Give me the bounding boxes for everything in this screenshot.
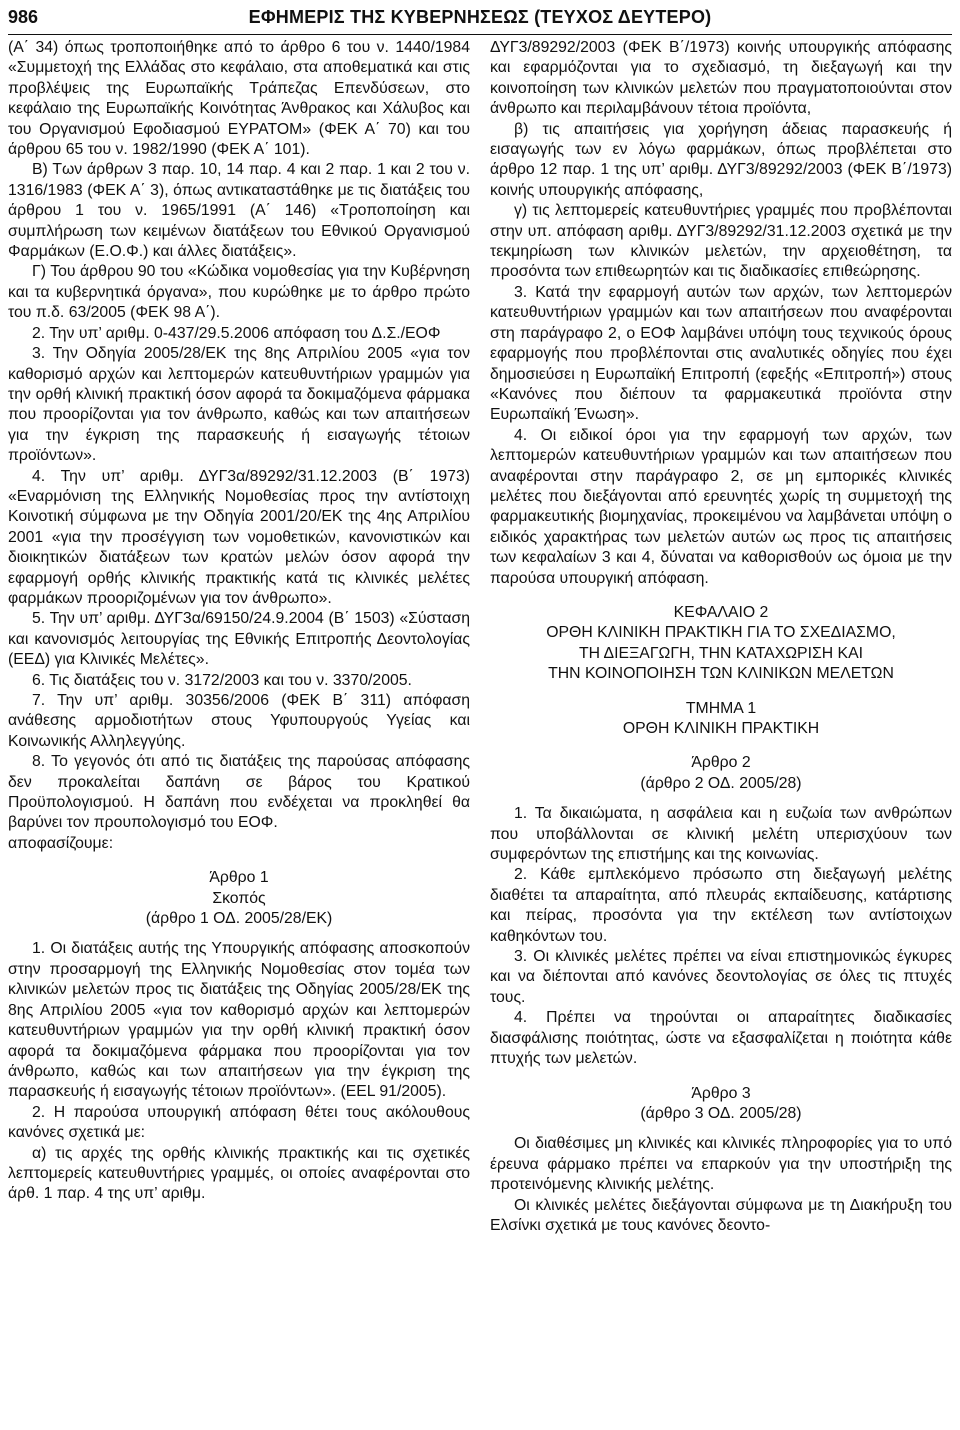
chapter-title-line: ΤΗ ΔΙΕΞΑΓΩΓΗ, ΤΗΝ ΚΑΤΑΧΩΡΙΣΗ ΚΑΙ xyxy=(578,644,864,662)
paragraph: 1. Οι διατάξεις αυτής της Υπουργικής απόφασης αποσκοπούν στην προσαρμογή της Ελληνικής Νομοθεσίας στον τομέα των κλινικών μελετών προς τις διατάξεις της Οδηγίας 2005/28/ΕΚ της 8ης Απριλίου 2005 «για τον καθορισμό αρχών και λεπτομερών κατευθυντήριων γραμμών για την ορθή κλινική πρακτική όσον αφορά τα δοκιμαζόμενα φάρμακα που προορίζονται για τον άνθρωπο, καθώς και των απαιτήσεων για την έγκριση της παρασκευής ή εισαγωγής τέτοιων προϊόντων». (EEL 91/2005). xyxy=(8,940,470,1101)
paragraph: 6. Τις διατάξεις του ν. 3172/2003 και του ν. 3370/2005. xyxy=(32,671,412,689)
paragraph: 3. Την Οδηγία 2005/28/ΕΚ της 8ης Απριλίου 2005 «για τον καθορισμό αρχών και λεπτομερών κατευθυντήριων γραμμών για την ορθή κλινική πρακτική όσον αφορά τα δοκιμαζόμενα φάρμακα που προορίζονται για τον άνθρωπο, καθώς και των απαιτήσεων για την έγκριση της παρασκευής ή εισαγωγής τέτοιων προϊόντων». xyxy=(8,345,470,465)
paragraph: α) τις αρχές της ορθής κλινικής πρακτικής και τις σχετικές λεπτομερείς κατευθυντήριες γραμμές, οι οποίες αναφέρονται στο άρθ. 1 παρ. 4 της υπ’ αριθμ. xyxy=(8,1144,470,1203)
paragraph: Γ) Του άρθρου 90 του «Κώδικα νομοθεσίας για την Κυβέρνηση και τα κυβερνητικά όργανα», που κυρώθηκε με το άρθρο πρώτο του π.δ. 63/2005 (ΦΕΚ 98 Α΄). xyxy=(8,263,470,322)
paragraph: 1. Τα δικαιώματα, η ασφάλεια και η ευζωία των ανθρώπων που υποβάλλονται σε κλινική μελέτη υπερισχύουν των συμφερόντων της επιστήμης και της κοινωνίας. xyxy=(490,805,952,864)
paragraph: 2. Την υπ’ αριθμ. 0-437/29.5.2006 απόφαση του Δ.Σ./ΕΟΦ xyxy=(32,324,441,342)
article-1-ref: (άρθρο 1 ΟΔ. 2005/28/ΕΚ) xyxy=(145,910,333,928)
article-2-title: Άρθρο 2 xyxy=(691,754,751,772)
left-column xyxy=(8,38,470,1205)
paragraph: 2. Κάθε εμπλεκόμενο πρόσωπο στη διεξαγωγή μελέτης διαθέτει τα απαραίτητα, από πλευράς εκπαίδευσης, κατάρτισης και πείρας, προσόντα για την εκτέλεση των αντίστοιχων καθηκόντων του. xyxy=(490,866,952,945)
article-1-title: Άρθρο 1 xyxy=(209,869,269,887)
paragraph: Οι διαθέσιμες μη κλινικές και κλινικές πληροφορίες για το υπό έρευνα φάρμακο πρέπει να επαρκούν για την υποστήριξη της προτεινόμενης κλινικής μελέτης. xyxy=(490,1135,952,1194)
paragraph: 4. Την υπ’ αριθμ. ΔΥΓ3α/89292/31.12.2003 (Β΄ 1973) «Εναρμόνιση της Ελληνικής Νομοθεσίας προς την αντίστοιχη Κοινοτική σύμφωνα με την Οδηγία 2001/20/ΕΚ της 4ης Απριλίου 2001 «για την προσέγγιση των νομοθετικών, κανονιστικών και διοικητικών διατάξεων των κρατών μελών όσον αφορά την εφαρμογή ορθής κλινικής πρακτικής κατά τις κλινικές μελέτες φαρμάκων προοριζομένων για τον άνθρωπο». xyxy=(8,467,470,607)
paragraph: (Α΄ 34) όπως τροποποιήθηκε από το άρθρο 6 του ν. 1440/1984 «Συμμετοχή της Ελλάδας στο κεφάλαιο, στα αποθεματικά και στις προβλέψεις της Ευρωπαϊκής Τράπεζας Επενδύσεων, στο κεφάλαιο της Ευρωπαϊκής Κοινότητας Άνθρακος και Χάλυβος και του Οργανισμού Εφοδιασμού ΕΥΡΑΤΟΜ» (ΦΕΚ Α΄ 70) και του άρθρου 65 του ν. 1982/1990 (ΦΕΚ Α΄ 101). xyxy=(8,39,470,159)
paragraph: ΔΥΓ3/89292/2003 (ΦΕΚ Β΄/1973) κοινής υπουργικής απόφασης και εφαρμόζονται για το σχεδιασμό, τη διεξαγωγή και την κοινοποίηση των κλινικών μελετών που πραγματοποιούνται στον άνθρωπο και περιλαμβάνουν τέτοια προϊόντα, xyxy=(490,39,952,118)
paragraph: 5. Την υπ’ αριθμ. ΔΥΓ3α/69150/24.9.2004 (Β΄ 1503) «Σύσταση και κανονισμός λειτουργίας της Εθνικής Επιτροπής Δεοντολογίας (ΕΕΔ) για Κλινικές Μελέτες». xyxy=(8,610,470,669)
paragraph: Β) Των άρθρων 3 παρ. 10, 14 παρ. 4 και 2 παρ. 1 και 2 του ν. 1316/1983 (ΦΕΚ Α΄ 3), όπως αντικαταστάθηκε με τις διατάξεις του άρθρου 1 του ν. 1965/1991 (Α΄ 146) «Τροποποίηση και συμπλήρωση των κειμένων διατάξεων του Εθνικού Οργανισμού Φαρμάκων (Ε.Ο.Φ.) και άλλες διατάξεις». xyxy=(8,161,470,261)
paragraph: 4. Οι ειδικοί όροι για την εφαρμογή των αρχών, των λεπτομερών κατευθυντήριων γραμμών και των απαιτήσεων που αναφέρονται στην παράγραφο 2, σε μη εμπορικές κλινικές μελέτες που διεξάγονται από ερευνητές χωρίς τη συμμετοχή της φαρμακευτικής βιομηχανίας, προκειμένου να λαμβάνεται υπόψη ο ειδικός χαρακτήρας των μελετών αυτών ως προς τις απαιτήσεις των κεφαλαίων 3 και 4, δύναται να καθορισθούν ως όμοια με την παρούσα υπουργική απόφαση. xyxy=(490,426,952,587)
article-2-ref: (άρθρο 2 ΟΔ. 2005/28) xyxy=(640,774,802,792)
paragraph: 3. Οι κλινικές μελέτες πρέπει να είναι επιστημονικώς έγκυρες και να διέπονται από κανόνες δεοντολογίας σε όλες τις πτυχές τους. xyxy=(490,948,952,1006)
paragraph: γ) τις λεπτομερείς κατευθυντήριες γραμμές που προβλέπονται στην υπ. απόφαση αριθμ. ΔΥΓ3/89292/31.12.2003 σχετικά με την τεκμηρίωση των κλινικών μελετών, την αρχειοθέτηση, τα προσόντα των επιθεωρητών και τις διαδικασίες επιθεώρησης. xyxy=(490,202,952,281)
chapter-title-line: ΤΗΝ ΚΟΙΝΟΠΟΙΗΣΗ ΤΩΝ ΚΛΙΝΙΚΩΝ ΜΕΛΕΤΩΝ xyxy=(548,665,894,683)
paragraph: αποφασίζουμε: xyxy=(8,834,114,852)
paragraph: 4. Πρέπει να τηρούνται οι απαραίτητες διαδικασίες διασφάλισης ποιότητας, ώστε να εξασφαλίζεται η ποιότητα κάθε πτυχής των μελετών. xyxy=(490,1009,952,1068)
page-number: 986 xyxy=(8,6,39,27)
section-label: ΤΜΗΜΑ 1 xyxy=(685,699,757,717)
chapter-label: ΚΕΦΑΛΑΙΟ 2 xyxy=(673,603,769,621)
article-1-subtitle: Σκοπός xyxy=(212,889,266,907)
paragraph: 8. Το γεγονός ότι από τις διατάξεις της παρούσας απόφασης δεν προκαλείται δαπάνη σε βάρος του Κρατικού Προϋπολογισμού. Η δαπάνη που ενδέχεται να προκληθεί θα βαρύνει τον προυπολογισμό του ΕΟΦ. xyxy=(8,753,470,832)
paragraph: β) τις απαιτήσεις για χορήγηση άδειας παρασκευής ή εισαγωγής των εν λόγω φαρμάκων, όπως προβλέπεται στο άρθρο 12 παρ. 1 της υπ’ αριθμ. ΔΥΓ3/89292/2003 (ΦΕΚ Β΄/1973) κοινής υπουργικής απόφασης, xyxy=(490,120,952,199)
gazette-title: ΕΦΗΜΕΡΙΣ ΤΗΣ ΚΥΒΕΡΝΗΣΕΩΣ (ΤΕΥΧΟΣ ΔΕΥΤΕΡΟ) xyxy=(248,6,712,27)
paragraph: 2. Η παρούσα υπουργική απόφαση θέτει τους ακόλουθους κανόνες σχετικά με: xyxy=(8,1103,470,1142)
paragraph: Οι κλινικές μελέτες διεξάγονται σύμφωνα με τη Διακήρυξη του Ελσίνκι σχετικά με τους κανόνες δεοντο- xyxy=(490,1196,952,1234)
paragraph: 3. Κατά την εφαρμογή αυτών των αρχών, των λεπτομερών κατευθυντήριων γραμμών και των απαιτήσεων που αναφέρονται στη παράγραφο 2, ο ΕΟΦ λαμβάνει υπόψη τους τεχνικούς όρους εφαρμογής που προβλέπονται στις αναλυτικές οδηγίες που έχει δημοσιεύσει η Ευρωπαϊκή Επιτροπή (εφεξής «Επιτροπή») στους «Κανόνες που διέπουν τα φαρμακευτικά προϊόντα στην Ευρωπαϊκή Ένωση». xyxy=(490,283,952,424)
article-3-ref: (άρθρο 3 ΟΔ. 2005/28) xyxy=(640,1104,802,1122)
paragraph: 7. Την υπ’ αριθμ. 30356/2006 (ΦΕΚ Β΄ 311) απόφαση ανάθεσης αρμοδιοτήτων στους Υφυπουργούς Υγείας και Κοινωνικής Αλληλεγγύης. xyxy=(8,692,470,750)
section-title: ΟΡΘΗ ΚΛΙΝΙΚΗ ΠΡΑΚΤΙΚΗ xyxy=(622,720,820,737)
page-header xyxy=(8,0,952,35)
right-column xyxy=(490,38,952,1236)
chapter-title-line: ΟΡΘΗ ΚΛΙΝΙΚΗ ΠΡΑΚΤΙΚΗ ΓΙΑ ΤΟ ΣΧΕΔΙΑΣΜΟ, xyxy=(546,624,896,642)
article-3-title: Άρθρο 3 xyxy=(691,1084,751,1102)
